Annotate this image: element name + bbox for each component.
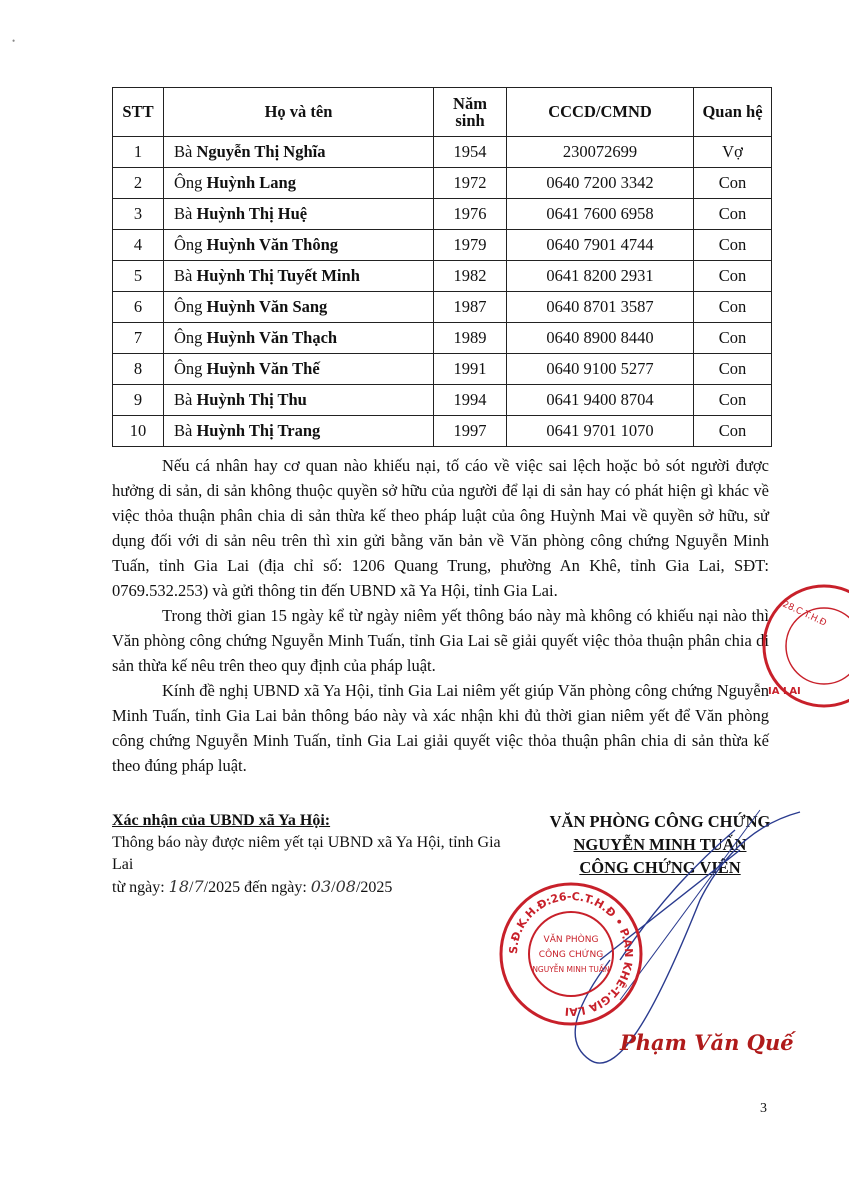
to-year: /2025 [355,879,393,896]
office-name-line1: VĂN PHÒNG CÔNG CHỨNG [549,812,771,831]
cell-relation: Con [694,199,772,230]
person-name: Huỳnh Thị Thu [196,390,307,410]
name-title: Ông [174,359,203,379]
from-label: từ ngày: [112,879,165,896]
to-month: 08 [335,877,356,896]
cell-relation: Con [694,261,772,292]
name-title: Bà [174,390,193,410]
header-name: Họ và tên [164,88,434,137]
confirmation-title: Xác nhận của UBND xã Ya Hội: [112,812,331,829]
cell-stt: 4 [113,230,164,261]
cell-birth-year: 1954 [434,137,507,168]
cell-stt: 1 [113,137,164,168]
cell-id: 0641 8200 2931 [507,261,694,292]
posting-dates: từ ngày: 18/7/2025 đến ngày: 03/08/2025 [112,877,393,896]
paragraph-deadline: Trong thời gian 15 ngày kể từ ngày niêm yết thông báo này mà không có khiếu nại nào thì Văn phòng công chứng Nguyễn Minh Tuấn, tỉnh Gia Lai sẽ giải quyết việc thỏa thuận phân chia di sản thừa kế nêu trên theo quy định của pháp luật. [112,606,769,675]
header-birth-year: Năm sinh [434,88,507,137]
notary-seal [497,880,645,1028]
notary-title: CÔNG CHỨNG VIÊN [579,858,741,877]
cell-birth-year: 1972 [434,168,507,199]
cell-stt: 8 [113,354,164,385]
office-name-line2: NGUYỄN MINH TUẤN [573,835,747,854]
margin-seal-bottom: IA LAI [768,686,801,697]
cell-relation: Vợ [694,137,772,168]
cell-id: 0641 7600 6958 [507,199,694,230]
person-name: Huỳnh Văn Thạch [206,328,338,348]
header-relation: Quan hệ [694,88,772,137]
cell-relation: Con [694,323,772,354]
cell-id: 0640 8900 8440 [507,323,694,354]
header-stt: STT [113,88,164,137]
name-title: Bà [174,142,193,162]
name-title: Ông [174,235,203,255]
from-month: 7 [193,877,204,896]
cell-stt: 10 [113,416,164,447]
person-name: Huỳnh Thị Huệ [196,204,308,224]
seal-ring-text: S.Đ.K.H.Đ:26-C.T.H.Đ • P.AN KHÊ-T.GIA LAI [506,889,636,1019]
person-name: Huỳnh Văn Thông [206,235,339,255]
cell-stt: 7 [113,323,164,354]
name-title: Ông [174,173,203,193]
margin-seal-partial [754,576,849,716]
name-title: Ông [174,328,203,348]
to-label: đến ngày: [244,879,307,896]
cell-stt: 9 [113,385,164,416]
page-number: 3 [760,1101,767,1116]
paragraph-request: Kính đề nghị UBND xã Ya Hội, tỉnh Gia Lai niêm yết giúp Văn phòng công chứng Nguyễn Minh Tuấn, tỉnh Gia Lai bản thông báo này và xác nhận khi đủ thời gian niêm yết để Văn phòng công chứng Nguyễn Minh Tuấn, tỉnh Gia Lai giải quyết việc thỏa thuận phân chia di sản thừa kế theo đúng pháp luật. [112,681,769,775]
cell-id: 0641 9701 1070 [507,416,694,447]
cell-birth-year: 1982 [434,261,507,292]
cell-birth-year: 1987 [434,292,507,323]
seal-center-line3: NGUYỄN MINH TUẤN [532,965,610,974]
person-name: Huỳnh Thị Trang [196,421,321,441]
person-name: Huỳnh Thị Tuyết Minh [196,266,360,286]
from-year: /2025 [203,879,241,896]
cell-birth-year: 1994 [434,385,507,416]
cell-relation: Con [694,230,772,261]
name-title: Bà [174,266,193,286]
cell-stt: 5 [113,261,164,292]
cell-stt: 3 [113,199,164,230]
cell-stt: 6 [113,292,164,323]
notary-signer-name: Phạm Văn Quế [620,1030,794,1055]
cell-relation: Con [694,416,772,447]
cell-relation: Con [694,168,772,199]
cell-birth-year: 1989 [434,323,507,354]
seal-center-line2: CÔNG CHỨNG [538,950,604,960]
cell-id: 0640 9100 5277 [507,354,694,385]
cell-relation: Con [694,354,772,385]
cell-birth-year: 1991 [434,354,507,385]
cell-id: 0640 7200 3342 [507,168,694,199]
person-name: Huỳnh Văn Sang [206,297,328,317]
cell-birth-year: 1976 [434,199,507,230]
header-id: CCCD/CMND [507,88,694,137]
from-day: 18 [168,877,190,896]
cell-birth-year: 1979 [434,230,507,261]
cell-id: 0640 7901 4744 [507,230,694,261]
to-day: 03 [310,877,332,896]
confirmation-text: Thông báo này được niêm yết tại UBND xã Ya Hội, tỉnh Gia Lai [112,834,501,873]
cell-id: 0640 8701 3587 [507,292,694,323]
cell-birth-year: 1997 [434,416,507,447]
person-name: Huỳnh Lang [206,173,296,193]
margin-seal-text: 28.C.T.H.Đ [780,599,828,629]
scan-mark: • [12,36,16,46]
name-title: Ông [174,297,203,317]
cell-id: 230072699 [507,137,694,168]
paragraph-complaints: Nếu cá nhân hay cơ quan nào khiếu nại, tố cáo về việc sai lệch hoặc bỏ sót người được hưởng di sản, di sản không thuộc quyền sở hữu của người để lại di sản hay có phát hiện gì khác về việc thỏa thuận phân chia di sản thừa kế theo pháp luật của ông Huỳnh Mai về quyền sở hữu, sử dụng đối với di sản nêu trên thì xin gửi bằng văn bản về Văn phòng công chứng Nguyễn Minh Tuấn, tỉnh Gia Lai (địa chỉ số: 1206 Quang Trung, phường An Khê, tỉnh Gia Lai, SĐT: 0769.532.253) và gửi thông tin đến UBND xã Ya Hội, tỉnh Gia Lai. [112,456,769,600]
name-title: Bà [174,421,193,441]
cell-id: 0641 9400 8704 [507,385,694,416]
person-name: Nguyễn Thị Nghĩa [196,142,326,162]
seal-center-line1: VĂN PHÒNG [543,935,599,945]
cell-relation: Con [694,292,772,323]
cell-relation: Con [694,385,772,416]
person-name: Huỳnh Văn Thế [206,359,320,379]
cell-stt: 2 [113,168,164,199]
name-title: Bà [174,204,193,224]
